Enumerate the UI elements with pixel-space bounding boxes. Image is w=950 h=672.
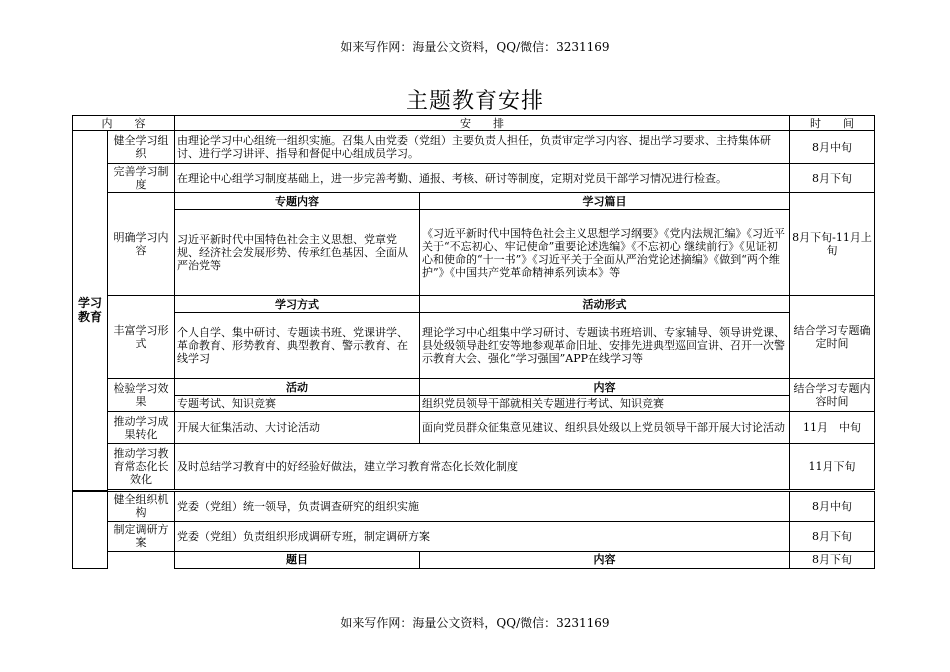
table-row — [73, 551, 875, 568]
table-row — [73, 521, 875, 551]
item-cell: 完善学习制度 — [108, 164, 175, 193]
item-cell: 健全学习组织 — [108, 131, 175, 164]
arrangement-cell: 在理论中心组学习制度基础上，进一步完善考勤、通报、考核、研讨等制度，定期对党员干部学习情况进行检查。 — [175, 164, 790, 193]
table-row — [73, 412, 875, 444]
table-row — [73, 313, 875, 379]
subheader-cell: 专题内容 — [175, 193, 420, 210]
item-cell: 丰富学习形式 — [108, 296, 175, 379]
header-arrangement: 安 排 — [175, 116, 790, 131]
subheader-cell: 学习篇目 — [420, 193, 790, 210]
arrangement-cell: 理论学习中心组集中学习研讨、专题读书班培训、专家辅导、领导讲党课、县处级领导赴红安等地参观革命旧址、安排先进典型巡回宣讲、召开一次警示教育大会、强化“学习强国”APP在线学习等 — [420, 313, 790, 379]
header-time: 时 间 — [790, 116, 875, 131]
arrangement-cell: 习近平新时代中国特色社会主义思想、党章党规、经济社会发展形势、传承红色基因、全面从严治党等 — [175, 210, 420, 296]
time-cell: 8月中旬 — [790, 131, 875, 164]
time-cell: 8月下旬 — [790, 551, 875, 568]
time-cell: 8月下旬 — [790, 164, 875, 193]
subheader-cell: 学习方式 — [175, 296, 420, 313]
table-row — [73, 296, 875, 313]
arrangement-cell: 党委（党组）负责组织形成调研专班，制定调研方案 — [175, 521, 790, 551]
table-row — [73, 210, 875, 296]
header-content: 内 容 — [73, 116, 175, 131]
time-cell: 8月中旬 — [790, 491, 875, 521]
arrangement-cell: 专题考试、知识竞赛 — [175, 396, 420, 412]
table-row — [73, 131, 875, 164]
header-row — [73, 116, 875, 131]
time-cell: 11月 中旬 — [790, 412, 875, 444]
table-row — [73, 164, 875, 193]
item-cell: 明确学习内容 — [108, 193, 175, 296]
page-title: 主题教育安排 — [405, 89, 544, 114]
arrangement-cell: 开展大征集活动、大讨论活动 — [175, 412, 420, 444]
time-cell: 结合学习专题内容时间 — [790, 379, 875, 412]
item-cell: 推动学习教育常态化长效化 — [108, 444, 175, 490]
table-row — [73, 193, 875, 210]
item-cell — [108, 551, 175, 568]
table-row — [73, 396, 875, 412]
item-cell: 检验学习效果 — [108, 379, 175, 412]
category-label: 学习教育 — [77, 296, 102, 325]
time-cell: 8月下旬 — [790, 521, 875, 551]
subheader-cell: 题目 — [175, 551, 420, 568]
time-cell: 8月下旬-11月上旬 — [790, 193, 875, 296]
table-row — [73, 491, 875, 521]
subheader-cell: 活动 — [175, 379, 420, 396]
subheader-cell: 活动形式 — [420, 296, 790, 313]
arrangement-cell: 由理论学习中心组统一组织实施。召集人由党委（党组）主要负责人担任，负责审定学习内容、提出学习要求、主持集体研讨、进行学习讲评、指导和督促中心组成员学习。 — [175, 131, 790, 164]
arrangement-cell: 面向党员群众征集意见建议、组织县处级以上党员领导干部开展大讨论活动 — [420, 412, 790, 444]
subheader-cell: 内容 — [420, 379, 790, 396]
watermark-bottom: 如来写作网：海量公文资料，QQ/微信：3231169 — [340, 616, 610, 630]
arrangement-cell: 《习近平新时代中国特色社会主义思想学习纲要》《党内法规汇编》《习近平关于“不忘初心、牢记使命”重要论述选编》《不忘初心 继续前行》《见证初心和使命的“十一书”》《习近平关于全面从严治党论述摘编》《做到“两个维护”》《中国共产党革命精神系列读本》等 — [420, 210, 790, 296]
arrangement-cell: 党委（党组）统一领导，负责调查研究的组织实施 — [175, 491, 790, 521]
table-row — [73, 379, 875, 396]
category-cell-2 — [73, 491, 108, 568]
arrangement-cell: 及时总结学习教育中的好经验好做法，建立学习教育常态化长效化制度 — [175, 444, 790, 490]
arrangement-cell: 个人自学、集中研讨、专题读书班、党课讲学、革命教育、形势教育、典型教育、警示教育、在线学习 — [175, 313, 420, 379]
watermark-top: 如来写作网：海量公文资料，QQ/微信：3231169 — [340, 40, 610, 54]
item-cell: 推动学习成果转化 — [108, 412, 175, 444]
time-cell: 11月下旬 — [790, 444, 875, 490]
subheader-cell: 内容 — [420, 551, 790, 568]
item-cell: 制定调研方案 — [108, 521, 175, 551]
schedule-table — [72, 115, 875, 569]
arrangement-cell: 组织党员领导干部就相关专题进行考试、知识竞赛 — [420, 396, 790, 412]
table-row — [73, 444, 875, 490]
time-cell: 结合学习专题确定时间 — [790, 296, 875, 379]
category-cell — [73, 131, 108, 491]
item-cell: 健全组织机构 — [108, 491, 175, 521]
